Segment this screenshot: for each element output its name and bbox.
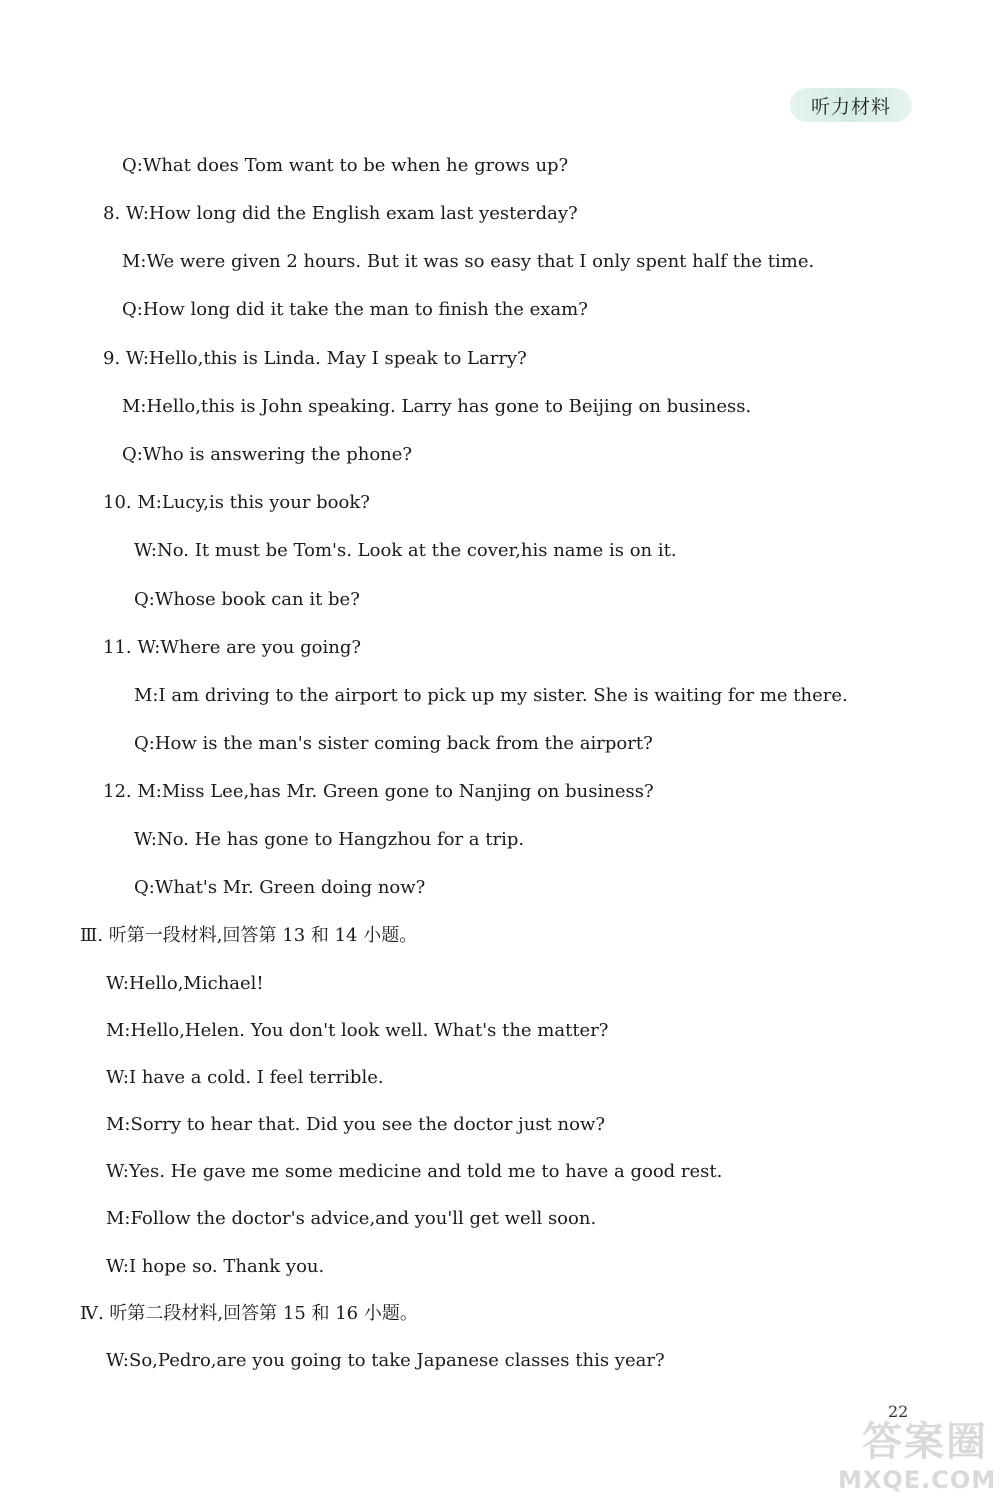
text-line: 8. W:How long did the English exam last yesterday? [103, 203, 578, 224]
watermark-logo: 答案圈 [862, 1419, 988, 1465]
text-line: W:No. It must be Tom's. Look at the cover,his name is on it. [134, 540, 677, 561]
text-line: W:Yes. He gave me some medicine and told me to have a good rest. [106, 1161, 723, 1182]
text-line: M:Sorry to hear that. Did you see the doctor just now? [106, 1114, 605, 1135]
text-line: M:Hello,this is John speaking. Larry has gone to Beijing on business. [122, 396, 752, 417]
text-line: W:I have a cold. I feel terrible. [106, 1067, 384, 1088]
section-heading: Ⅳ. 听第二段材料,回答第 15 和 16 小题。 [80, 1303, 418, 1324]
text-line: W:No. He has gone to Hangzhou for a trip. [134, 829, 525, 850]
text-line: M:Hello,Helen. You don't look well. What's the matter? [106, 1020, 609, 1041]
text-line: M:Follow the doctor's advice,and you'll get well soon. [106, 1208, 597, 1229]
text-line: W:So,Pedro,are you going to take Japanese classes this year? [106, 1350, 665, 1371]
section-heading: Ⅲ. 听第一段材料,回答第 13 和 14 小题。 [80, 925, 418, 946]
watermark-url: MXQE.COM [838, 1466, 997, 1494]
text-line: 10. M:Lucy,is this your book? [103, 492, 370, 513]
text-line: Q:Who is answering the phone? [122, 444, 413, 465]
text-line: 11. W:Where are you going? [103, 637, 361, 658]
section-tag: 听力材料 [790, 88, 912, 122]
page-number: 22 [888, 1402, 909, 1421]
text-line: W:Hello,Michael! [106, 973, 264, 994]
text-line: Q:What does Tom want to be when he grows up? [122, 155, 569, 176]
text-line: Q:How long did it take the man to finish the exam? [122, 299, 588, 320]
text-line: 12. M:Miss Lee,has Mr. Green gone to Nanjing on business? [103, 781, 654, 802]
text-line: Q:Whose book can it be? [134, 589, 360, 610]
text-line: M:I am driving to the airport to pick up my sister. She is waiting for me there. [134, 685, 848, 706]
text-line: 9. W:Hello,this is Linda. May I speak to Larry? [103, 348, 527, 369]
text-line: W:I hope so. Thank you. [106, 1256, 325, 1277]
text-line: Q:What's Mr. Green doing now? [134, 877, 426, 898]
text-line: M:We were given 2 hours. But it was so easy that I only spent half the time. [122, 251, 815, 272]
text-line: Q:How is the man's sister coming back from the airport? [134, 733, 653, 754]
